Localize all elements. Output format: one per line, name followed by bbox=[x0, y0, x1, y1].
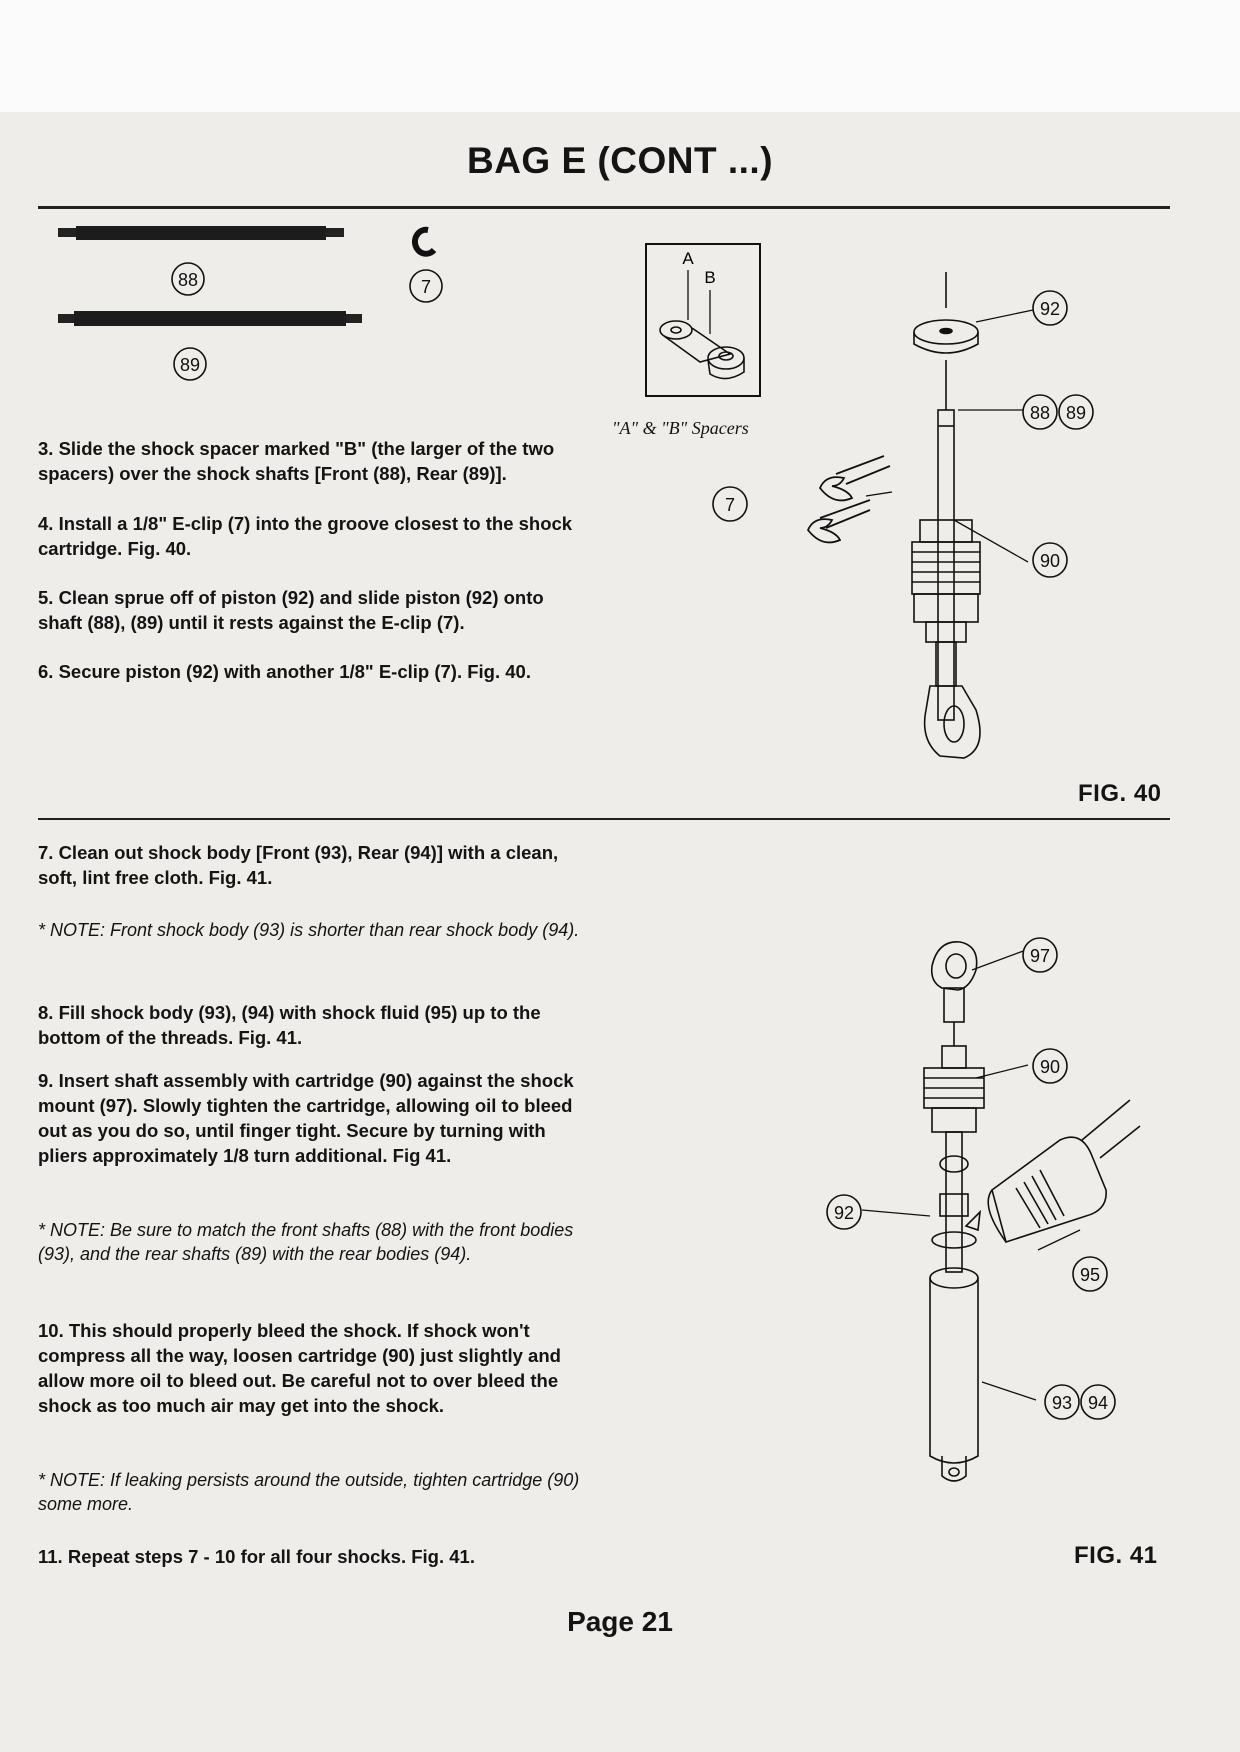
callout-97 bbox=[1023, 938, 1057, 972]
shock-body-93-94-icon bbox=[930, 1268, 978, 1481]
shock-fluid-95-icon bbox=[966, 1100, 1140, 1242]
step-5: 5. Clean sprue off of piston (92) and slide piston (92) onto shaft (88), (89) until it rests against the E-clip (7). bbox=[38, 587, 544, 633]
callout-89 bbox=[1059, 395, 1093, 429]
callout-95 bbox=[1073, 1257, 1107, 1291]
cartridge-90-icon bbox=[924, 1046, 984, 1132]
svg-text:89: 89 bbox=[1065, 403, 1087, 423]
fig-41-illustration bbox=[820, 930, 1150, 1490]
note-7: * NOTE: Front shock body (93) is shorter than rear shock body (94). bbox=[38, 920, 580, 940]
step-11: 11. Repeat steps 7 - 10 for all four shocks. Fig. 41. bbox=[38, 1546, 475, 1567]
shaft-88-icon bbox=[58, 226, 344, 240]
step-6: 6. Secure piston (92) with another 1/8" E-clip (7). Fig. 40. bbox=[38, 661, 531, 682]
step-3: 3. Slide the shock spacer marked "B" (the larger of the two spacers) over the shock shafts [Front (88), Rear (89)]. bbox=[38, 438, 555, 484]
svg-text:90: 90 bbox=[1039, 551, 1061, 571]
svg-text:92: 92 bbox=[833, 1203, 855, 1223]
spacer-parts-icon bbox=[660, 321, 744, 379]
svg-text:89: 89 bbox=[179, 355, 201, 375]
step-8: 8. Fill shock body (93), (94) with shock fluid (95) up to the bottom of the threads. Fig. 41. bbox=[38, 1002, 541, 1048]
step-9: 9. Insert shaft assembly with cartridge (90) against the shock mount (97). Slowly tighten the cartridge, allowing oil to bleed out as you do so, until finger tight. Secure by turning with pliers approximately 1/8 turn additional. Fig 41. bbox=[38, 1070, 574, 1166]
page-title: BAG E (CONT ...) bbox=[466, 140, 774, 181]
callout-90 bbox=[1033, 543, 1067, 577]
step-4: 4. Install a 1/8" E-clip (7) into the groove closest to the shock cartridge. Fig. 40. bbox=[38, 513, 573, 559]
svg-text:93: 93 bbox=[1051, 1393, 1073, 1413]
callout-94 bbox=[1081, 1385, 1115, 1419]
spacer-b-label: B bbox=[704, 268, 716, 287]
section-rule bbox=[38, 818, 1170, 820]
spacer-a-label: A bbox=[682, 249, 694, 268]
svg-text:94: 94 bbox=[1087, 1393, 1109, 1413]
svg-text:88: 88 bbox=[1029, 403, 1051, 423]
callout-93 bbox=[1045, 1385, 1079, 1419]
step-10: 10. This should properly bleed the shock. If shock won't compress all the way, loosen cartridge (90) just slightly and allow more oil to bleed out. Be careful not to over bleed the shock as too much air may get into the shock. bbox=[38, 1320, 561, 1416]
shaft-parts-illustration bbox=[50, 218, 470, 388]
callout-92 bbox=[827, 1195, 861, 1229]
fig-41-label: FIG. 41 bbox=[1074, 1542, 1158, 1569]
svg-text:92: 92 bbox=[1039, 299, 1061, 319]
svg-text:90: 90 bbox=[1039, 1057, 1061, 1077]
callout-88 bbox=[172, 263, 204, 295]
svg-text:97: 97 bbox=[1029, 946, 1051, 966]
svg-text:95: 95 bbox=[1079, 1265, 1101, 1285]
svg-text:7: 7 bbox=[724, 495, 736, 515]
callout-90 bbox=[1033, 1049, 1067, 1083]
callout-92 bbox=[1033, 291, 1067, 325]
shaft-89-icon bbox=[58, 311, 362, 326]
title-rule bbox=[38, 206, 1170, 209]
piston-92-icon bbox=[914, 320, 978, 353]
e-clip-icon bbox=[415, 230, 434, 254]
shaft-piston-icon bbox=[932, 1132, 976, 1272]
callout-89 bbox=[174, 348, 206, 380]
callout-88 bbox=[1023, 395, 1057, 429]
rod-end-icon bbox=[925, 642, 980, 758]
fig-40-illustration bbox=[724, 270, 1140, 800]
fig-40-label: FIG. 40 bbox=[1078, 780, 1162, 807]
scan-top-margin bbox=[0, 0, 1240, 112]
shaft-88-89-icon bbox=[938, 410, 954, 720]
note-9: * NOTE: Be sure to match the front shafts (88) with the front bodies (93), and the rear shafts (89) with the rear bodies (94). bbox=[38, 1220, 574, 1264]
cartridge-90-icon bbox=[912, 520, 980, 642]
spacers-illustration bbox=[644, 242, 762, 398]
callout-7 bbox=[410, 270, 442, 302]
step-7: 7. Clean out shock body [Front (93), Rear (94)] with a clean, soft, lint free cloth. Fig. 41. bbox=[38, 842, 559, 888]
note-10: * NOTE: If leaking persists around the outside, tighten cartridge (90) some more. bbox=[38, 1470, 580, 1514]
shock-mount-97-icon bbox=[932, 942, 977, 1022]
callout-7 bbox=[713, 487, 747, 521]
svg-text:88: 88 bbox=[177, 270, 199, 290]
e-clip-upper-icon bbox=[808, 456, 890, 542]
spacers-caption: "A" & "B" Spacers bbox=[612, 418, 749, 438]
svg-text:7: 7 bbox=[420, 277, 432, 297]
page-number: Page 21 bbox=[567, 1606, 673, 1637]
